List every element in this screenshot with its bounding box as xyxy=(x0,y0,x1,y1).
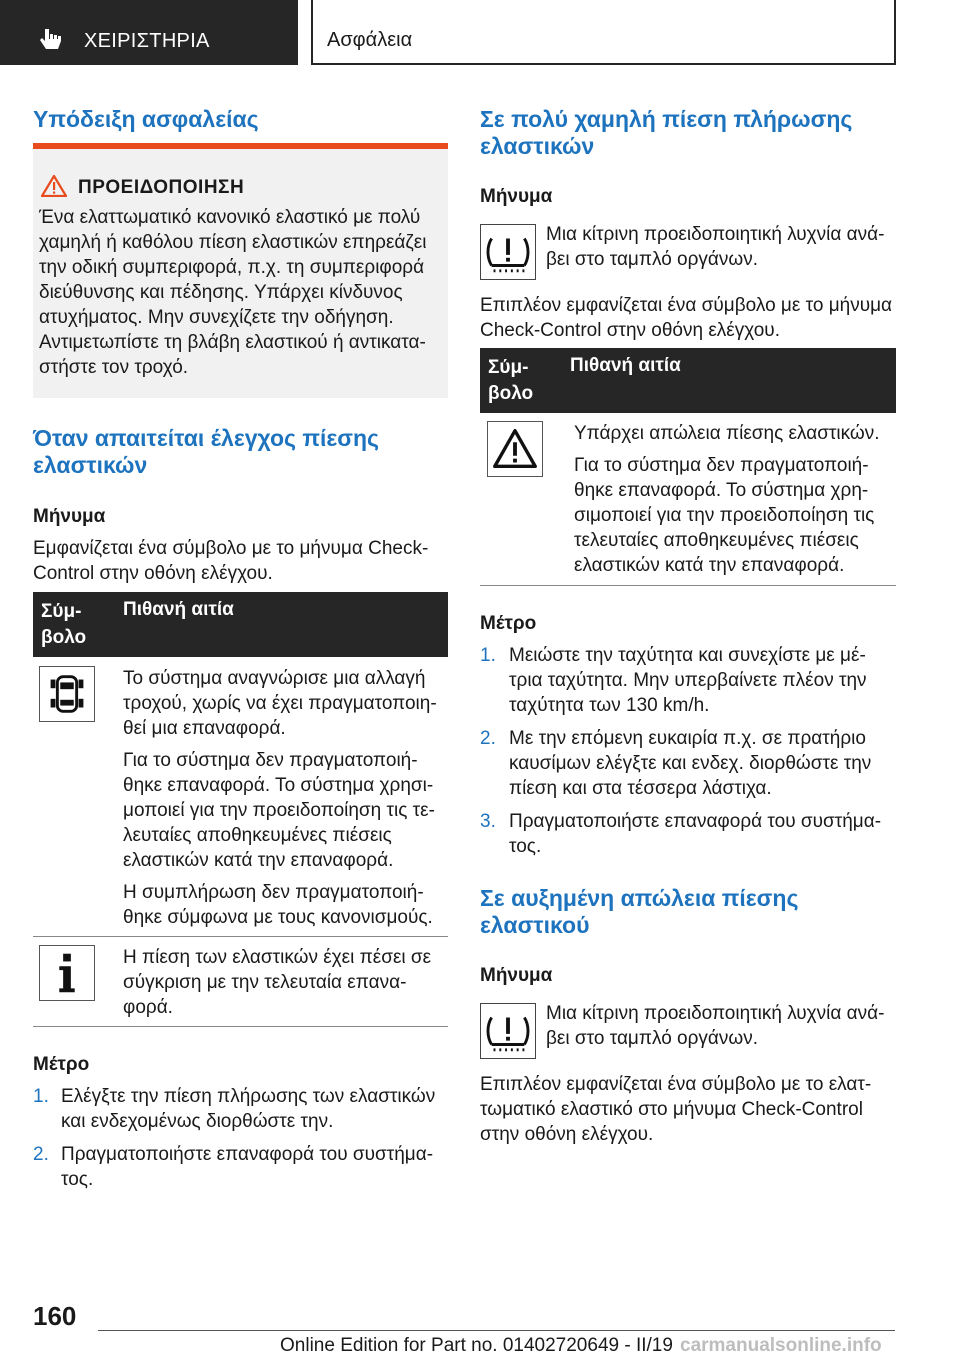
warning-triangle-icon xyxy=(487,421,543,477)
step-text: Πραγματοποιήστε επαναφορά του συστήμα- τος. xyxy=(509,811,882,857)
low-message-heading: Μήνυμα xyxy=(480,186,553,207)
step-text: Πραγματοποιήστε επαναφορά του συστήμα- τος. xyxy=(61,1144,434,1190)
col-symbol-header: Σύμ- βολο xyxy=(41,601,87,648)
watermark: carmanualsonline.info xyxy=(680,1335,882,1356)
step-text: Μειώστε την ταχύτητα και συνεχίστε με μέ- τρια ταχύτητα. Μην υπερβαίνετε πλέον την ταχύτητα των 130 km/h. xyxy=(509,645,867,716)
check-row1-cause: Το σύστημα αναγνώρισε μια αλλαγή τροχού, χωρίς να έχει πραγματοποιη- θεί μια επαναφορά. Για το σύστημα δεν πραγματοποιή- θηκε επαναφορά. Το σύστημα χρησι- μοποιεί για την προειδοποίηση τις τε- λευταίες αποθηκευμένες πιέσεις ελαστικών κατά την επαναφορά. Η συμπλήρωση δεν πραγματοποιή- θηκε σύμφωνα με τους κανονισμούς. xyxy=(123,668,437,928)
step-text: Ελέγξτε την πίεση πλήρωσης των ελαστικών και ενδεχομένως διορθώστε την. xyxy=(61,1086,436,1132)
tire-pressure-warning-icon xyxy=(480,1003,536,1059)
step-text: Με την επόμενη ευκαιρία π.χ. σε πρατήριο καυσίμων ελέγξτε και ενδεχ. διορθώστε την πίεση και στα τέσσερα λάστιχα. xyxy=(509,728,872,799)
tire-pressure-warning-icon xyxy=(480,224,536,280)
section-tab xyxy=(0,0,298,65)
table-divider xyxy=(480,585,896,586)
low-table-header xyxy=(480,348,896,413)
low-extra-text: Επιπλέον εμφανίζεται ένα σύμβολο με το μήνυμα Check-Control στην οθόνη ελέγχου. xyxy=(480,295,893,341)
check-heading: Όταν απαιτείται έλεγχος πίεσης ελαστικών xyxy=(33,425,380,478)
car-wheels-icon xyxy=(39,666,95,722)
check-measure-heading: Μέτρο xyxy=(33,1054,90,1075)
chapter-tab xyxy=(311,0,896,65)
table-divider xyxy=(33,936,448,937)
low-pressure-heading: Σε πολύ χαμηλή πίεση πλήρωσης ελαστικών xyxy=(480,106,853,159)
chapter-label: Ασφάλεια xyxy=(327,29,413,51)
warning-triangle-icon xyxy=(41,175,67,197)
step-number: 3. xyxy=(480,811,496,832)
safety-heading: Υπόδειξη ασφαλείας xyxy=(33,106,259,132)
page-number: 160 xyxy=(33,1301,77,1331)
step-number: 1. xyxy=(480,645,496,666)
step-number: 2. xyxy=(480,728,496,749)
check-message-text: Εμφανίζεται ένα σύμβολο με το μήνυμα Check- Control στην οθόνη ελέγχου. xyxy=(33,538,429,584)
section-label: ΧΕΙΡΙΣΤΗΡΙΑ xyxy=(84,30,210,52)
low-row-cause: Υπάρχει απώλεια πίεσης ελαστικών. Για το σύστημα δεν πραγματοποιή- θηκε επαναφορά. Το σύστημα χρη- σιμοποιεί για την προειδοποίηση τις τελευταίες αποθηκευμένες πιέσεις ελαστικών κατά την επαναφορά. xyxy=(574,423,880,576)
table-divider xyxy=(33,1026,448,1027)
increased-message-heading: Μήνυμα xyxy=(480,965,553,986)
low-lamp-text: Μια κίτρινη προειδοποιητική λυχνία ανά- βει στο ταμπλό οργάνων. xyxy=(546,224,885,270)
hand-pointer-icon xyxy=(38,27,64,53)
increased-extra-text: Επιπλέον εμφανίζεται ένα σύμβολο με το ελατ- τωματικό ελαστικό στο μήνυμα Check-Control στην οθόνη ελέγχου. xyxy=(480,1074,872,1145)
increased-loss-heading: Σε αυξημένη απώλεια πίεσης ελαστικού xyxy=(480,885,799,938)
footer-rule xyxy=(98,1330,895,1331)
warning-title: ΠΡΟΕΙΔΟΠΟΙΗΣΗ xyxy=(78,177,245,198)
check-table-header xyxy=(33,592,448,657)
col-cause-header: Πιθανή αιτία xyxy=(570,355,681,376)
col-symbol-header: Σύμ- βολο xyxy=(488,357,534,404)
col-cause-header: Πιθανή αιτία xyxy=(123,599,234,620)
edition-text: Online Edition for Part no. 01402720649 - II/19 xyxy=(280,1335,673,1356)
check-message-heading: Μήνυμα xyxy=(33,506,106,527)
info-icon xyxy=(39,945,95,1001)
warning-box xyxy=(33,143,448,398)
check-row2-cause: Η πίεση των ελαστικών έχει πέσει σε σύγκριση με την τελευταία επανα- φορά. xyxy=(123,947,432,1018)
step-number: 1. xyxy=(33,1086,49,1107)
step-number: 2. xyxy=(33,1144,49,1165)
increased-lamp-text: Μια κίτρινη προειδοποιητική λυχνία ανά- βει στο ταμπλό οργάνων. xyxy=(546,1003,885,1049)
low-measure-heading: Μέτρο xyxy=(480,613,537,634)
warning-text: Ένα ελαττωματικό κανονικό ελαστικό με πολύ χαμηλή ή καθόλου πίεση ελαστικών επηρεάζει την οδική συμπεριφορά, π.χ. τη συμπεριφορά διεύθυνσης και πέδησης. Υπάρχει κίνδυνος ατυχήματος. Μην συνεχίζετε την οδήγηση. Αντιμετωπίστε τη βλάβη ελαστικού ή αντικατα- στήστε τον τροχό. xyxy=(39,207,427,378)
